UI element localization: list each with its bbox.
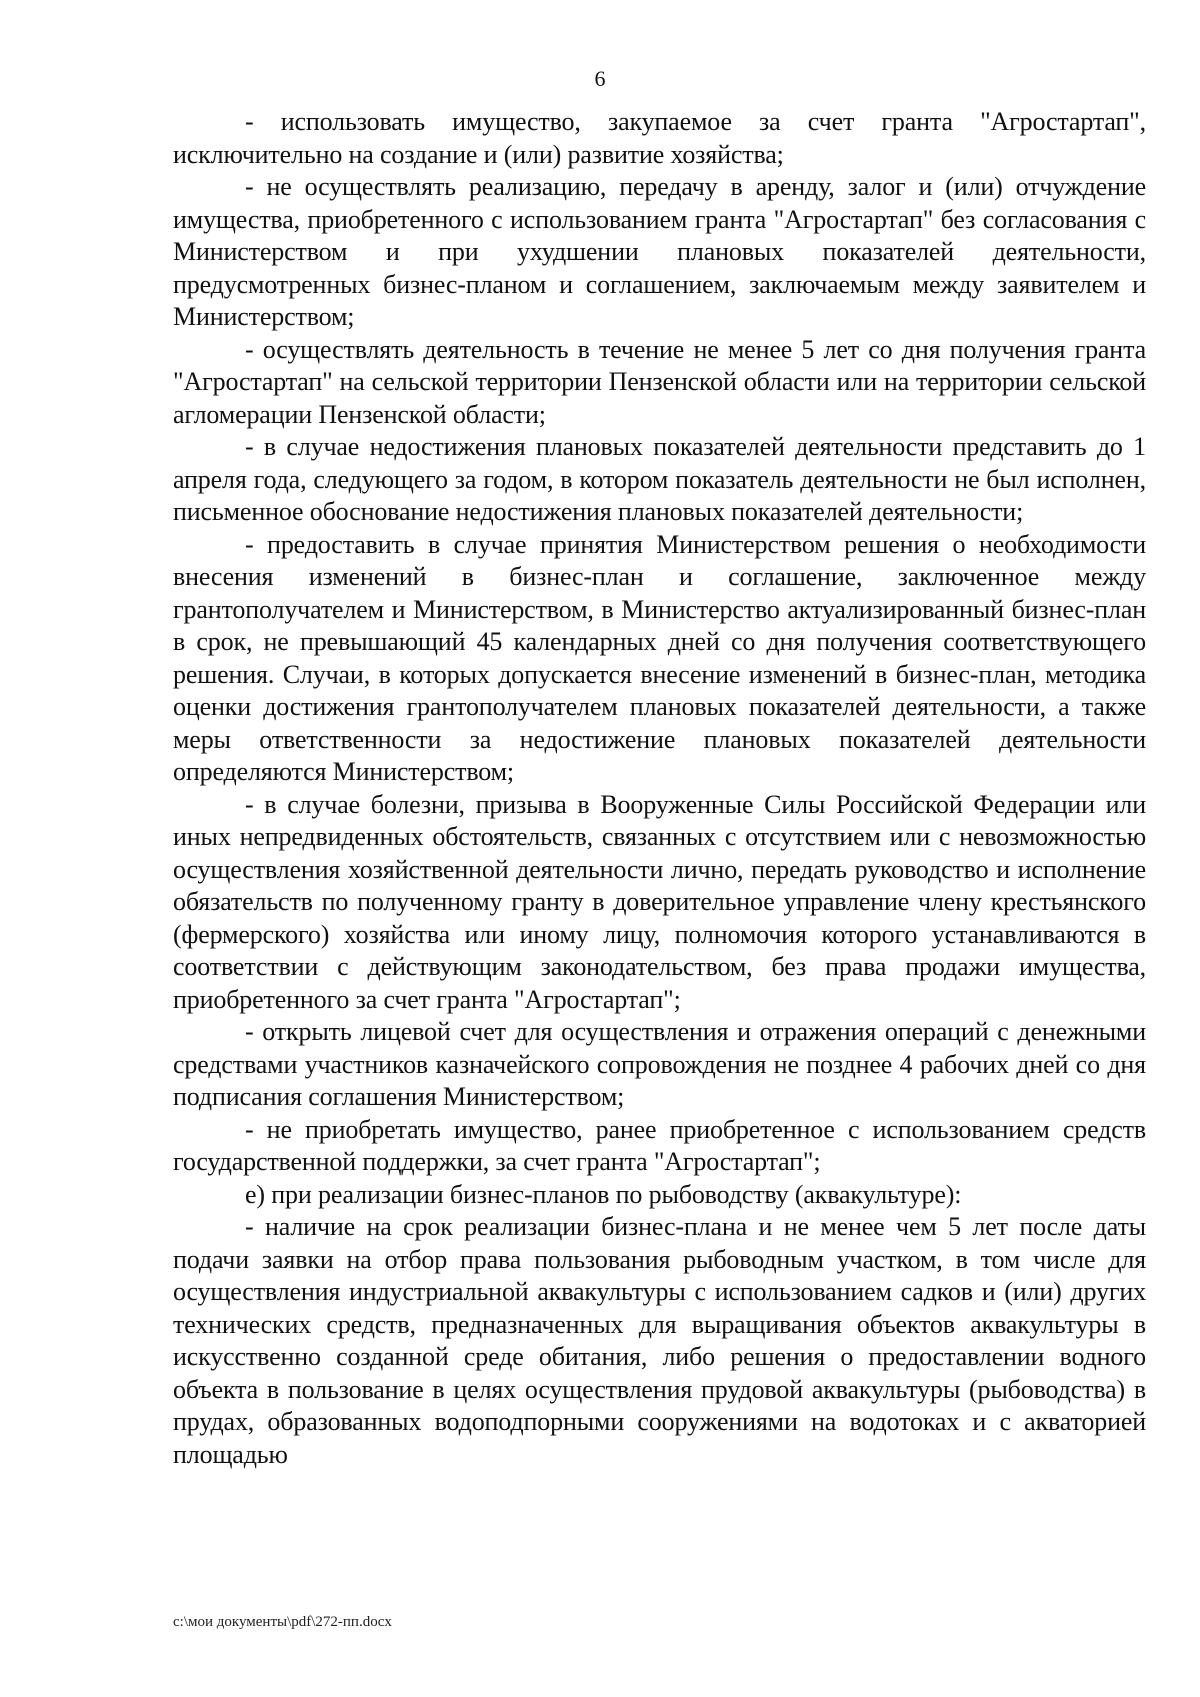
- paragraph-5: - предоставить в случае принятия Министерством решения о необходимости внесения изменений в бизнес-план и соглашение, заключенное между грантополучателем и Министерством, в Министерство актуализированный бизнес-план в срок, не превышающий 45 календарных дней со дня получения соответствующего решения. Случаи, в которых допускается внесение изменений в бизнес-план, методика оценки достижения грантополучателем плановых показателей деятельности, а также меры ответственности за недостижение плановых показателей деятельности определяются Министерством;: [173, 529, 1146, 786]
- paragraph-7: - открыть лицевой счет для осуществления и отражения операций с денежными средствами участников казначейского сопровождения не позднее 4 рабочих дней со дня подписания соглашения Министерством;: [173, 1017, 1146, 1111]
- paragraph-1: - использовать имущество, закупаемое за счет гранта "Агростартап", исключительно на создание и (или) развитие хозяйства;: [173, 107, 1146, 169]
- document-body: [173, 106, 1146, 1471]
- paragraph-6: - в случае болезни, призыва в Вооруженные Силы Российской Федерации или иных непредвиденных обстоятельств, связанных с отсутствием или с невозможностью осуществления хозяйственной деятельности лично, передать руководство и исполнение обязательств по полученному гранту в доверительное управление члену крестьянского (фермерского) хозяйства или иному лицу, полномочия которого устанавливаются в соответствии с действующим законодательством, без права продажи имущества, приобретенного за счет гранта "Агростартап";: [173, 789, 1146, 1014]
- page-number: 6: [594, 66, 606, 91]
- paragraph-8: - не приобретать имущество, ранее приобретенное с использованием средств государственной поддержки, за счет гранта "Агростартап";: [173, 1114, 1146, 1176]
- paragraph-2: - не осуществлять реализацию, передачу в аренду, залог и (или) отчуждение имущества, приобретенного с использованием гранта "Агростартап" без согласования с Министерством и при ухудшении плановых показателей деятельности, предусмотренных бизнес-планом и соглашением, заключаемым между заявителем и Министерством;: [173, 172, 1146, 331]
- paragraph-9: е) при реализации бизнес-планов по рыбоводству (аквакультуре):: [245, 1179, 962, 1209]
- footer-file-path: c:\мои документы\pdf\272-пп.docx: [173, 1614, 392, 1630]
- paragraph-4: - в случае недостижения плановых показателей деятельности представить до 1 апреля года, следующего за годом, в котором показатель деятельности не был исполнен, письменное обоснование недостижения плановых показателей деятельности;: [173, 432, 1146, 526]
- paragraph-10: - наличие на срок реализации бизнес-плана и не менее чем 5 лет после даты подачи заявки на отбор права пользования рыбоводным участком, в том числе для осуществления индустриальной аквакультуры с использованием садков и (или) других технических средств, предназначенных для выращивания объектов аквакультуры в искусственно созданной среде обитания, либо решения о предоставлении водного объекта в пользование в целях осуществления прудовой аквакультуры (рыбоводства) в прудах, образованных водоподпорными сооружениями на водотоках и с акваторией площадью: [173, 1212, 1146, 1469]
- paragraph-3: - осуществлять деятельность в течение не менее 5 лет со дня получения гранта "Агростартап" на сельской территории Пензенской области или на территории сельской агломерации Пензенской области;: [173, 334, 1146, 429]
